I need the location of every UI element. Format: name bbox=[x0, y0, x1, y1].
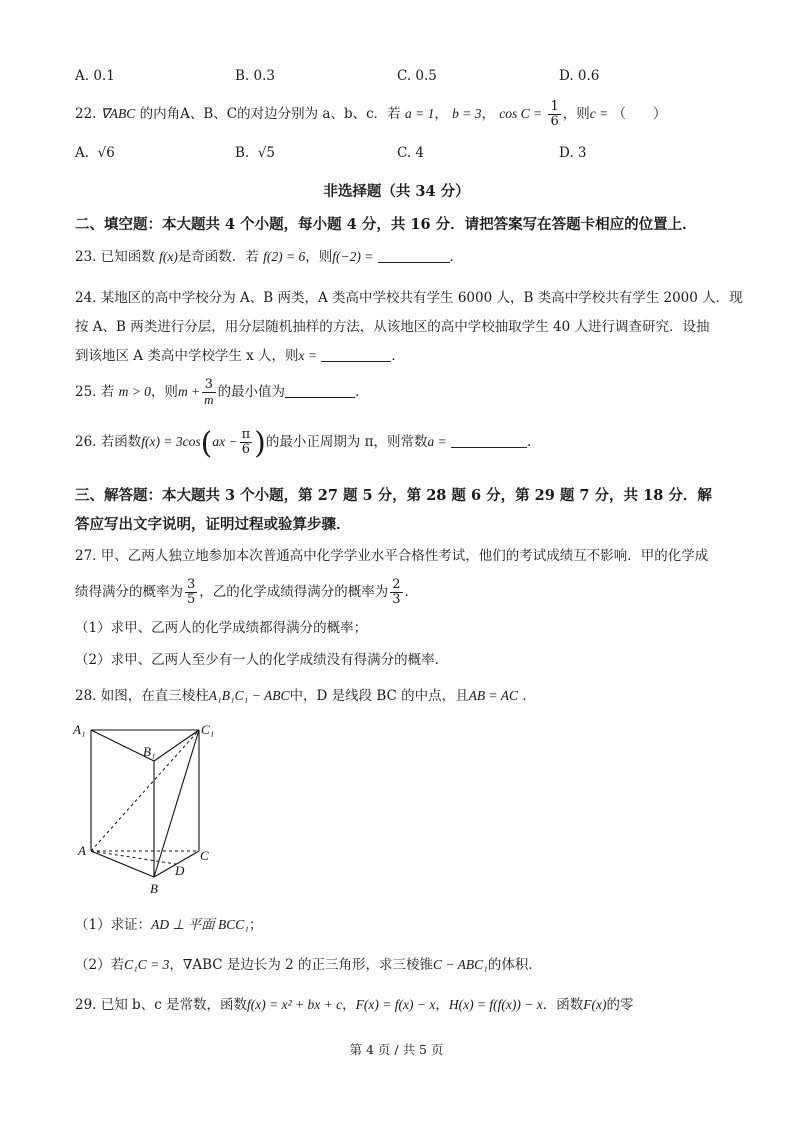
q24-line2: 按 A、B 两类进行分层，用分层随机抽样的方法，从该地区的高中学校抽取学生 40 人进行调查研究．设抽 bbox=[75, 319, 710, 335]
label-a1: A₁ bbox=[73, 722, 86, 737]
q24-answer-blank bbox=[321, 347, 391, 362]
q21-option-c: C. 0.5 bbox=[397, 68, 437, 84]
q22-answer-paren: （ ） bbox=[612, 106, 667, 122]
section-nonchoice-title: 非选择题（共 34 分） bbox=[323, 183, 470, 200]
q22-text-a: 的内角A、B、C的对边分别为 a、b、c．若 bbox=[135, 106, 401, 122]
q21-option-d: D. 0.6 bbox=[559, 68, 600, 84]
q27-sub1: （1）求甲、乙两人的化学成绩都得满分的概率； bbox=[75, 620, 368, 636]
section2-heading: 二、填空题：本大题共 4 个小题，每小题 4 分，共 16 分．请把答案写在答题卡相应的位置上． bbox=[75, 216, 697, 233]
q27-line2: 绩得满分的概率为 $\frac{3}{5}$ ，乙的化学成绩得满分的概率为 $\frac{2}{3}$ ． bbox=[75, 577, 419, 607]
label-d: D bbox=[175, 863, 185, 878]
label-c1: C₁ bbox=[201, 722, 215, 737]
q27-line1: 27. 甲、乙两人独立地参加本次普通高中化学学业水平合格性考试，他们的考试成绩互不影响．甲的化学成 bbox=[75, 548, 709, 564]
label-b1: B₁ bbox=[143, 744, 156, 759]
q22-option-b: B. √5 bbox=[235, 145, 276, 161]
question-22: 22. ∇ABC 的内角A、B、C的对边分别为 a、b、c．若 a = 1， b = 3， cos C = $\frac{1}{6}$ ，则c = （ ） bbox=[75, 99, 667, 129]
prism-figure bbox=[70, 718, 220, 898]
label-b: B bbox=[150, 881, 158, 896]
q24-line1: 24. 某地区的高中学校分为 A、B 两类，A 类高中学校共有学生 6000 人，B 类高中学校共有学生 2000 人．现 bbox=[75, 290, 743, 306]
q27-sub2: （2）求甲、乙两人至少有一人的化学成绩没有得满分的概率． bbox=[75, 652, 449, 668]
q28-line: 28. 如图，在直三棱柱A₁B₁C₁ − ABC中，D 是线段 BC 的中点，且AB = AC ． bbox=[75, 688, 536, 704]
q22-ask: c = bbox=[589, 106, 609, 121]
q29-line: 29. 已知 b、c 是常数，函数f(x) = x² + bx + c，F(x) = f(x) − x，H(x) = f(f(x)) − x．函数F(x)的零 bbox=[75, 997, 634, 1013]
question-25: 25. 若 m > 0，则m + $\frac{3}{m}$ 的最小值为 ． bbox=[75, 377, 369, 407]
q24-line3: 到该地区 A 类高中学校学生 x 人，则x = ． bbox=[75, 348, 405, 364]
q22-cond1: a = 1 bbox=[404, 106, 435, 121]
q28-sub1: （1）求证：AD ⊥ 平面 BCC₁； bbox=[75, 917, 263, 933]
q22-option-c: C. 4 bbox=[397, 145, 425, 161]
q22-fraction: $\frac{1}{6}$ bbox=[550, 99, 559, 129]
question-23: 23. 已知函数 f(x)是奇函数．若 f(2) = 6，则f(−2) = ． bbox=[75, 249, 464, 265]
q22-number: 22. bbox=[75, 106, 97, 122]
q21-option-a: A. 0.1 bbox=[75, 68, 115, 84]
label-c: C bbox=[200, 848, 209, 863]
q22-text-b: ，则 bbox=[562, 106, 590, 122]
section3-heading-line1: 三、解答题：本大题共 3 个小题，第 27 题 5 分，第 28 题 6 分，第 29 题 7 分，共 18 分．解 bbox=[75, 487, 712, 504]
question-26: 26. 若函数f(x) = 3cos(ax − $\frac{\pi}{6}$ )的最小正周期为 π，则常数a = ． bbox=[75, 426, 541, 461]
q21-option-b: B. 0.3 bbox=[235, 68, 275, 84]
label-a: A bbox=[78, 843, 86, 858]
q23-answer-blank bbox=[378, 248, 450, 263]
q22-cosc: cos C = bbox=[499, 106, 543, 121]
q26-answer-blank bbox=[451, 433, 527, 448]
q28-sub2: （2）若C₁C = 3，∇ABC 是边长为 2 的正三角形，求三棱锥C − ABC₁的体积． bbox=[75, 957, 542, 973]
q22-triangle: ∇ABC bbox=[100, 106, 136, 121]
q25-answer-blank bbox=[285, 383, 355, 398]
q22-option-d: D. 3 bbox=[559, 145, 587, 161]
q22-cond2: b = 3 bbox=[452, 106, 482, 121]
q22-option-a: A. √6 bbox=[75, 145, 115, 161]
section3-heading-line2: 答应写出文字说明，证明过程或验算步骤． bbox=[75, 516, 351, 533]
page-footer: 第 4 页 / 共 5 页 bbox=[349, 1042, 444, 1057]
